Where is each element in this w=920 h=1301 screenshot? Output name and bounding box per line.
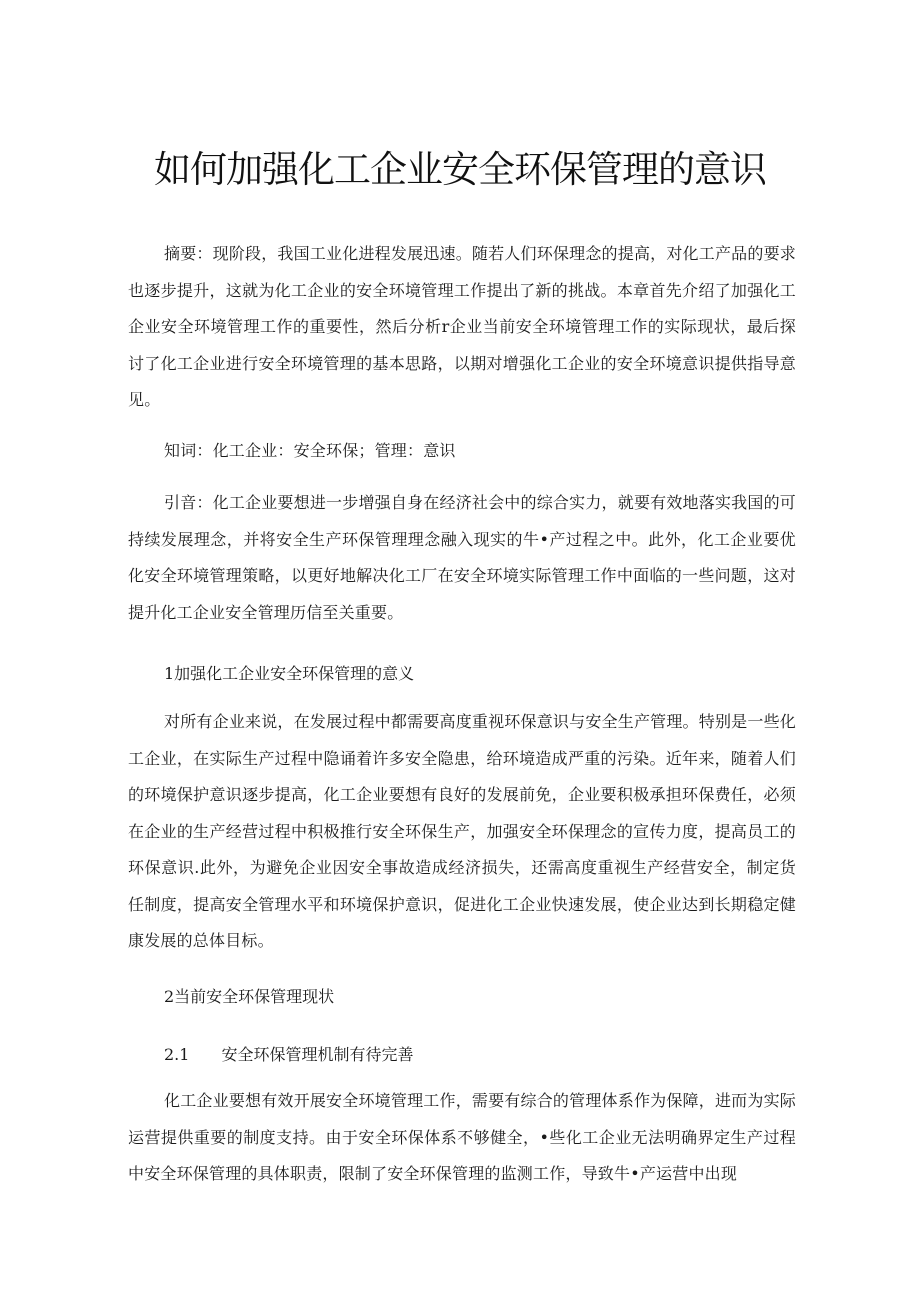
section-1-body: 对所有企业来说，在发展过程中都需要高度重视环保意识与安全生产管理。特别是一些化工企业，在实际生产过程中隐诵着许多安全隐患，给环境造成严重的污染。近年来，随着人们的环境保护意识逐步提高，化工企业要想有良好的发展前免，企业要积极承担环保费任，必须在企业的生产经营过程中积极推行安全环保生产，加强安全环保理念的宣传力度，提高员工的环保意识.此外，为避免企业因安全事故造成经济损失，还需高度重视生产经营安全，制定货任制度，提高安全管理水平和环境保护意识，促进化工企业快速发展，使企业达到长期稳定健康发展的总体目标。 [128,712,796,950]
section-2-1-number: 2.1 [164,1045,190,1064]
section-2-heading: 2当前安全环保管理现状 [164,987,335,1006]
section-2-1-body: 化工企业要想有效开展安全环境管理工作，需要有综合的管理体系作为保障，进而为实际运营提供重要的制度支持。由于安全环保体系不够健全，•些化工企业无法明确界定生产过程中安全环保管理的具体职责，限制了安全环保管理的监测工作，导致牛•产运营中出现 [128,1091,796,1183]
section-2-1-heading [164,1037,413,1073]
abstract-paragraph: 摘要：现阶段，我国工业化进程发展迅速。随若人们环保理念的提高，对化工产品的要求也逐步提升，这就为化工企业的安全环境管理工作提出了新的挑战。本章首先介绍了加强化工企业安全环境管理工作的重要性，然后分析r企业当前安全环境管理工作的实际现状，最后探讨了化工企业进行安全环境管理的基本思路，以期对增强化工企业的安全环境意识提供指导意见。 [128,244,796,409]
section-1-heading: 1加强化工企业安全环保管理的意义 [164,664,415,683]
document-title: 如何加强化工企业安全环保管理的意识 [154,148,766,191]
keywords-paragraph: 知词：化工企业：安全环保；管理：意识 [164,441,456,460]
introduction-paragraph: 引音：化工企业要想进一步增强自身在经济社会中的综合实力，就要有效地落实我国的可持续发展理念，并将安全生产环保管理理念融入现实的牛•产过程之中。此外，化工企业要优化安全环境管理策略，以更好地解决化工厂在安全环境实际管理工作中面临的一些问题，这对提升化工企业安全管理历信至关重要。 [128,493,796,622]
section-2-1-title: 安全环保管理机制有待完善 [221,1045,414,1064]
